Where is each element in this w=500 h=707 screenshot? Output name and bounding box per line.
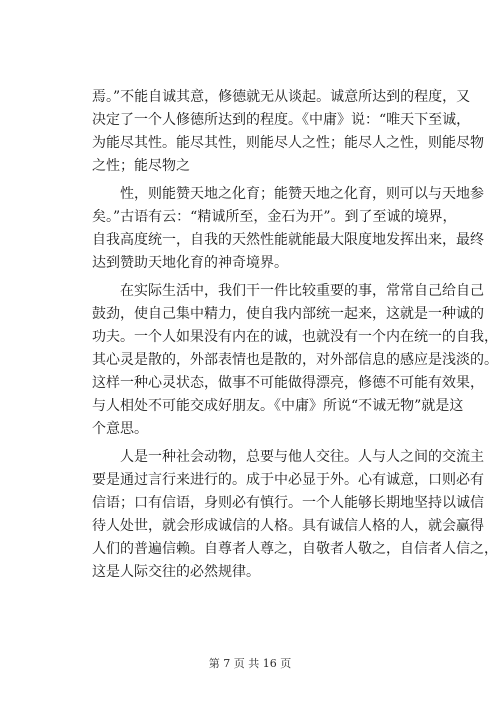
text-line: 信语；口有信语，身则必有慎行。一个人能够长期地坚持以诚信 <box>92 495 484 511</box>
paragraph-3 <box>92 280 498 441</box>
paragraph-1 <box>92 86 484 178</box>
text-line: 达到赞助天地化育的神奇境界。 <box>92 255 288 271</box>
text-line: 个意思。 <box>92 421 148 437</box>
text-line: 这是人际交往的必然规律。 <box>92 564 260 580</box>
text-line: 要是通过言行来进行的。成于中必显于外。心有诚意，口则必有 <box>92 472 484 488</box>
text-line: 其心灵是散的，外部表情也是散的，对外部信息的感应是浅淡的。 <box>92 352 498 368</box>
text-line: 矣。”古语有云：“精诚所至，金石为开”。到了至诚的境界， <box>92 209 457 225</box>
text-line: 待人处世，就会形成诚信的人格。具有诚信人格的人，就会赢得 <box>92 518 484 534</box>
text-line: 与人相处不可能交成好朋友。《中庸》所说“不诚无物”就是这 <box>92 398 464 414</box>
text-line: 决定了一个人修德所达到的程度。《中庸》说：“唯天下至诚， <box>92 112 471 128</box>
text-line: 功夫。一个人如果没有内在的诚，也就没有一个内在统一的自我， <box>92 329 498 345</box>
document-body <box>92 86 498 584</box>
text-line: 性，则能赞天地之化育；能赞天地之化育，则可以与天地参 <box>120 186 484 202</box>
text-line: 自我高度统一，自我的天然性能就能最大限度地发挥出来，最终 <box>92 232 484 248</box>
text-line: 鼓劲，使自己集中精力，使自我内部统一起来，这就是一种诚的 <box>92 306 484 322</box>
text-line: 为能尽其性。能尽其性，则能尽人之性；能尽人之性，则能尽物 <box>92 135 484 151</box>
text-line: 这样一种心灵状态，做事不可能做得漂亮，修德不可能有效果， <box>92 375 484 391</box>
paragraph-2 <box>92 183 484 275</box>
page-number-footer: 第 7 页 共 16 页 <box>208 657 292 670</box>
text-line: 人是一种社会动物，总要与他人交往。人与人之间的交流主 <box>120 449 484 465</box>
text-line: 焉。”不能自诚其意，修德就无从谈起。诚意所达到的程度，又 <box>92 89 471 105</box>
text-line: 人们的普遍信赖。自尊者人尊之，自敬者人敬之，自信者人信之， <box>92 541 498 557</box>
text-line: 之性；能尽物之 <box>92 158 190 174</box>
paragraph-4 <box>92 446 498 584</box>
text-line: 在实际生活中，我们干一件比较重要的事，常常自己给自己 <box>120 283 484 299</box>
